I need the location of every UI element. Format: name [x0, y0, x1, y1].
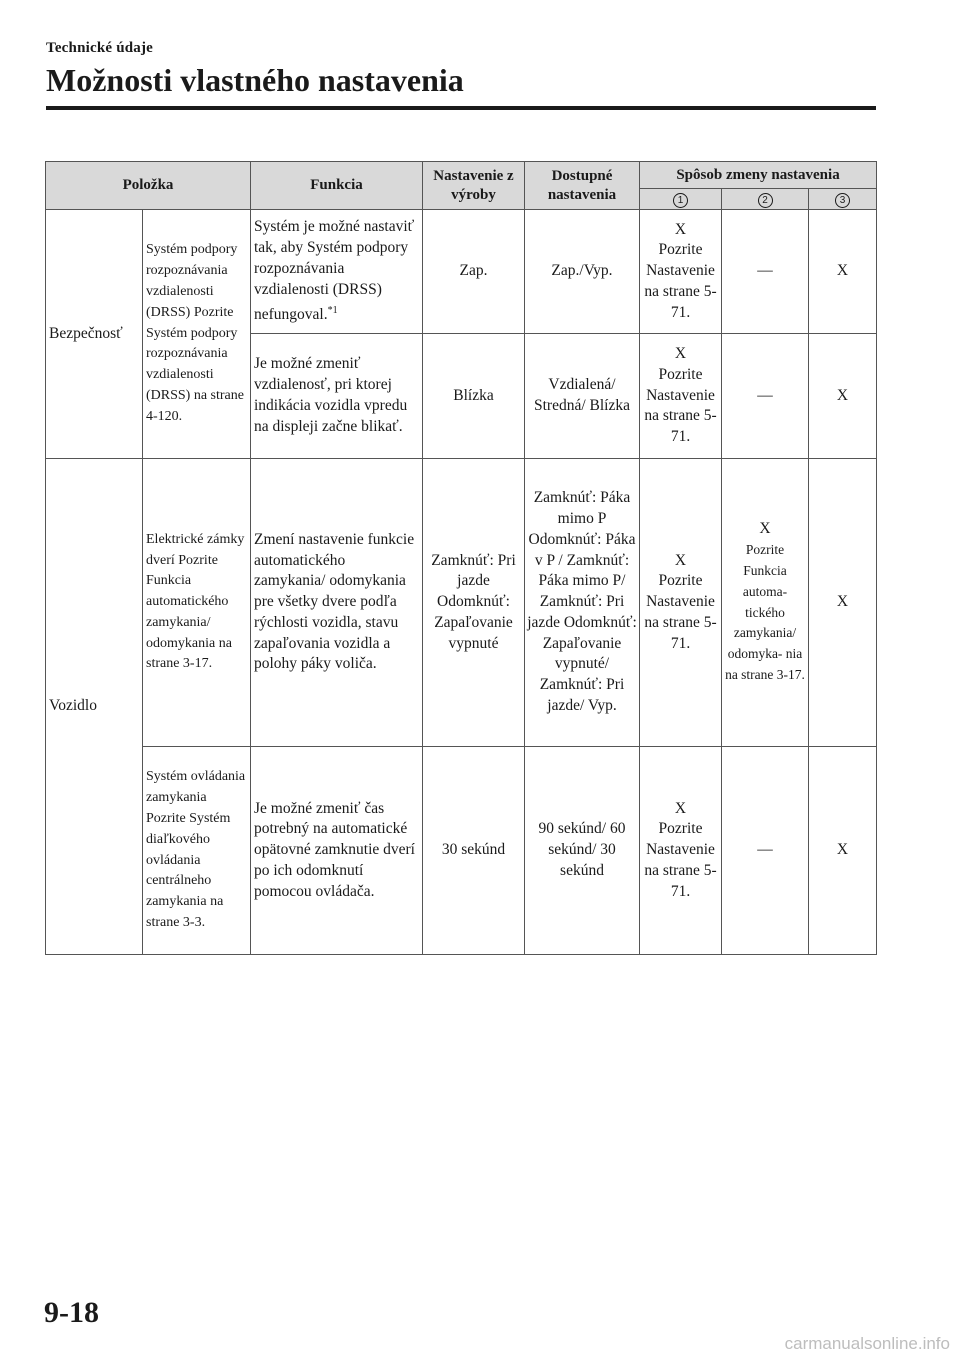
header-method-1 — [640, 189, 722, 210]
method-1-cell — [640, 459, 722, 747]
function-cell: Je možné zmeniť vzdialenosť, pri ktorej indikácia vozidla vpredu na displeji začne blikať. — [251, 334, 423, 459]
header-available: Dostupné nastavenia — [525, 162, 640, 210]
method-1-ref: Pozrite Nastavenie na strane 5-71. — [644, 365, 717, 446]
feature-cell: Elektrické zámky dverí Pozrite Funkcia automatického zamykania/ odomykania na strane 3-17. — [143, 459, 251, 747]
method-2-cell: — — [722, 334, 809, 459]
method-1-mark: X — [674, 551, 687, 569]
available-cell: Zamknúť: Páka mimo P Odomknúť: Páka v P / Zamknúť: Páka mimo P/ Zamknúť: Pri jazde Odomknúť: Zapaľovanie vypnuté/ Zamknúť: Pri jazde/ Vyp. — [525, 459, 640, 747]
page-title: Možnosti vlastného nastavenia — [46, 62, 464, 98]
function-cell: Je možné zmeniť čas potrebný na automatické opätovné zamknutie dverí po ich odomknutí pomocou ovládača. — [251, 747, 423, 955]
method-3-cell: X — [809, 747, 877, 955]
circled-number-2: 2 — [758, 193, 773, 208]
header-method-3 — [809, 189, 877, 210]
function-text: Systém je možné nastaviť tak, aby Systém podpory rozpoznávania vzdialenosti (DRSS) nefungoval. — [254, 218, 415, 323]
item-vozidlo: Vozidlo — [46, 459, 143, 955]
title-rule — [46, 106, 876, 110]
function-cell: Zmení nastavenie funkcie automatického zamykania/ odomykania pre všetky dvere podľa rýchlosti vozidla, stavu zapaľovania vozidla a polohy páky voliča. — [251, 459, 423, 747]
settings-table — [45, 161, 877, 955]
method-1-mark: X — [674, 220, 687, 238]
header-function: Funkcia — [251, 162, 423, 210]
header-method: Spôsob zmeny nastavenia — [640, 162, 877, 189]
method-1-cell — [640, 334, 722, 459]
table-row — [46, 747, 877, 955]
circled-number-3: 3 — [835, 193, 850, 208]
method-1-ref: Pozrite Nastavenie na strane 5-71. — [644, 241, 717, 321]
header-method-2 — [722, 189, 809, 210]
method-2-mark: X — [759, 520, 771, 538]
header-factory: Nastavenie z výroby — [423, 162, 525, 210]
factory-cell: Zap. — [423, 210, 525, 334]
method-2-ref: Pozrite Funkcia automa- tického zamykania/ odomyka- nia na strane 3-17. — [725, 542, 805, 682]
method-3-cell: X — [809, 334, 877, 459]
available-cell: 90 sekúnd/ 60 sekúnd/ 30 sekúnd — [525, 747, 640, 955]
footnote-mark: *1 — [327, 304, 338, 316]
method-1-mark: X — [674, 799, 687, 817]
method-2-cell: — — [722, 747, 809, 955]
method-1-ref: Pozrite Nastavenie na strane 5-71. — [644, 572, 717, 652]
method-2-cell — [722, 459, 809, 747]
function-cell — [251, 210, 423, 334]
method-2-cell: — — [722, 210, 809, 334]
feature-cell: Systém podpory rozpoznávania vzdialenosti (DRSS) Pozrite Systém podpory rozpoznávania vzdialenosti (DRSS) na strane 4-120. — [143, 210, 251, 459]
method-1-mark: X — [674, 345, 687, 362]
item-bezpecnost: Bezpečnosť — [46, 210, 143, 459]
section-label: Technické údaje — [46, 40, 154, 56]
watermark: carmanualsonline.info — [784, 1334, 950, 1353]
method-3-cell: X — [809, 459, 877, 747]
table-row — [46, 210, 877, 334]
method-1-cell — [640, 747, 722, 955]
factory-cell: Blízka — [423, 334, 525, 459]
available-cell: Vzdialená/ Stredná/ Blízka — [525, 334, 640, 459]
page-number: 9-18 — [44, 1296, 99, 1329]
factory-cell: Zamknúť: Pri jazde Odomknúť: Zapaľovanie vypnuté — [423, 459, 525, 747]
header-item: Položka — [46, 162, 251, 210]
header-row — [46, 162, 877, 189]
factory-cell: 30 sekúnd — [423, 747, 525, 955]
method-3-cell: X — [809, 210, 877, 334]
method-1-ref: Pozrite Nastavenie na strane 5-71. — [644, 820, 717, 900]
table-row — [46, 459, 877, 747]
circled-number-1: 1 — [673, 193, 688, 208]
feature-cell: Systém ovládania zamykania Pozrite Systém diaľkového ovládania centrálneho zamykania na strane 3-3. — [143, 747, 251, 955]
method-1-cell — [640, 210, 722, 334]
available-cell: Zap./Vyp. — [525, 210, 640, 334]
